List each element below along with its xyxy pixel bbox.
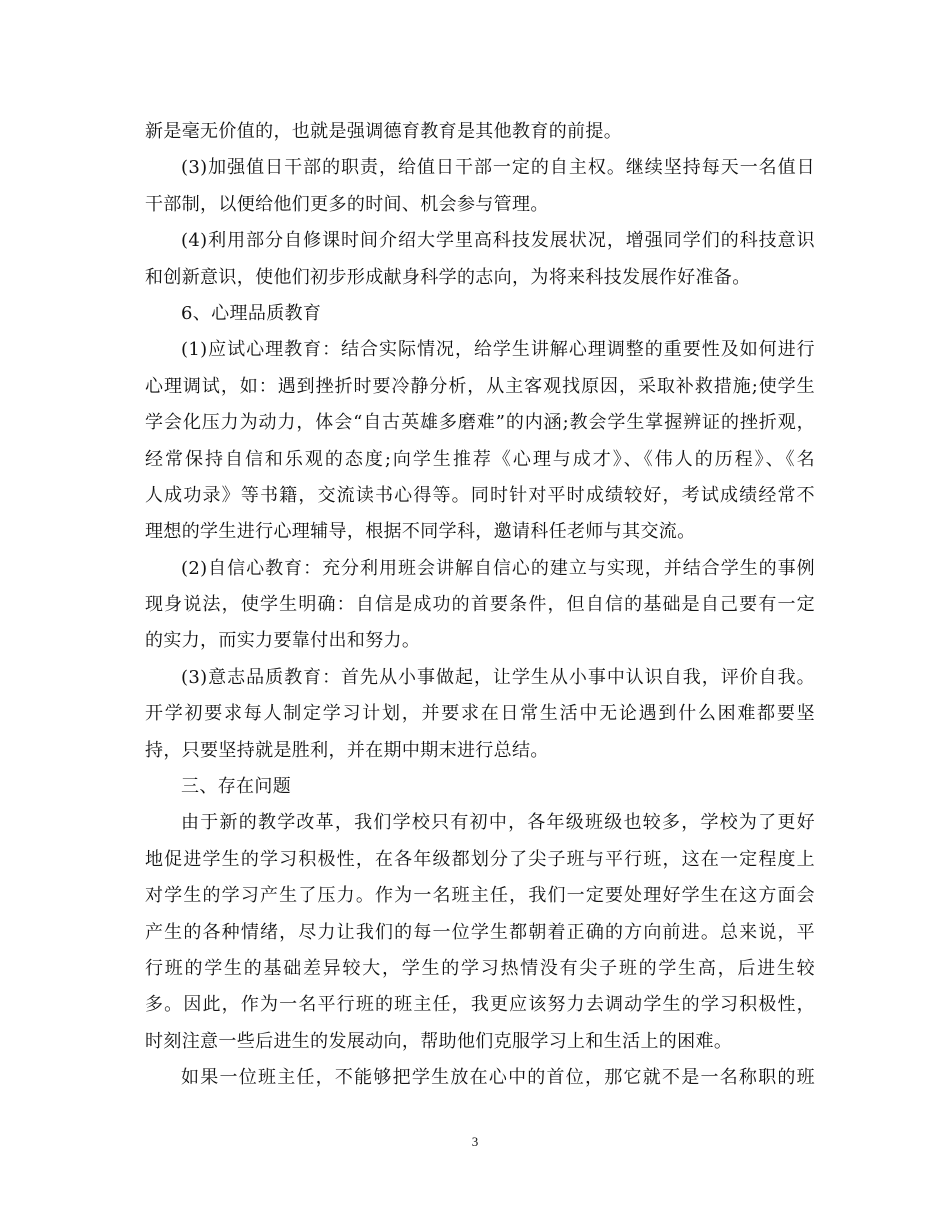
text-line: 开学初要求每人制定学习计划，并要求在日常生活中无论遇到什么困难都要坚 [145, 703, 815, 725]
text-line: 现身说法，使学生明确：自信是成功的首要条件，但自信的基础是自己要有一定 [145, 594, 815, 616]
text-line: 6、心理品质教育 [181, 302, 322, 324]
text-line: 学会化压力为动力，体会“自古英雄多磨难”的内涵;教会学生掌握辨证的挫折观， [145, 412, 815, 434]
text-line: 三、存在问题 [181, 776, 292, 798]
text-line: 地促进学生的学习积极性，在各年级都划分了尖子班与平行班，这在一定程度上 [145, 848, 815, 870]
text-line: 理想的学生进行心理辅导，根据不同学科，邀请科任老师与其交流。 [145, 521, 696, 543]
text-line: (3)加强值日干部的职责，给值日干部一定的自主权。继续坚持每天一名值日 [181, 157, 815, 179]
text-line: 心理调试，如：遇到挫折时要冷静分析，从主客观找原因，采取补救措施;使学生 [145, 375, 815, 397]
text-line: 时刻注意一些后进生的发展动向，帮助他们克服学习上和生活上的困难。 [145, 1030, 733, 1052]
text-line: 的实力，而实力要靠付出和努力。 [145, 630, 421, 652]
text-line: 对学生的学习产生了压力。作为一名班主任，我们一定要处理好学生在这方面会 [145, 885, 815, 907]
text-line: 持，只要坚持就是胜利，并在期中期末进行总结。 [145, 739, 549, 761]
text-line: 产生的各种情绪，尽力让我们的每一位学生都朝着正确的方向前进。总来说，平 [145, 921, 815, 943]
text-line: 和创新意识，使他们初步形成献身科学的志向，为将来科技发展作好准备。 [145, 266, 751, 288]
text-line: (3)意志品质教育：首先从小事做起，让学生从小事中认识自我，评价自我。 [181, 666, 815, 688]
text-line: 多。因此，作为一名平行班的班主任，我更应该努力去调动学生的学习积极性， [145, 994, 815, 1016]
text-line: 经常保持自信和乐观的态度;向学生推荐《心理与成才》、《伟人的历程》、《名 [145, 448, 815, 470]
text-line: (4)利用部分自修课时间介绍大学里高科技发展状况，增强同学们的科技意识 [181, 230, 815, 252]
text-line: 干部制，以便给他们更多的时间、机会参与管理。 [145, 193, 549, 215]
text-line: 由于新的教学改革，我们学校只有初中，各年级班级也较多，学校为了更好 [181, 812, 815, 834]
text-line: (2)自信心教育：充分利用班会讲解自信心的建立与实现，并结合学生的事例 [181, 557, 815, 579]
text-line: (1)应试心理教育：结合实际情况，给学生讲解心理调整的重要性及如何进行 [181, 339, 815, 361]
text-line: 新是毫无价值的，也就是强调德育教育是其他教育的前提。 [145, 121, 623, 142]
document-body [145, 114, 815, 1097]
page-number: 3 [471, 1134, 479, 1149]
text-line: 如果一位班主任，不能够把学生放在心中的首位，那它就不是一名称职的班 [181, 1067, 815, 1089]
text-line: 人成功录》等书籍，交流读书心得等。同时针对平时成绩较好，考试成绩经常不 [145, 484, 815, 506]
text-line: 行班的学生的基础差异较大，学生的学习热情没有尖子班的学生高，后进生较 [145, 957, 815, 979]
